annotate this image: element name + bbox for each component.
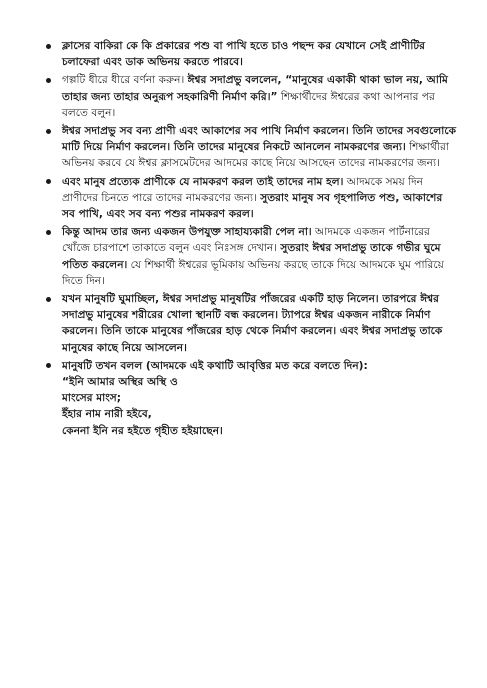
bullet-icon <box>46 78 51 83</box>
item-text: আদমকে একজন পার্টনারের খোঁজে চারপাশে তাকাতে বলুন এবং নিঃসঙ্গ দেখান। <box>62 226 430 255</box>
item-text-bold: সুতরাং ঈশ্বর সদাপ্রভু তাকে গভীর ঘুমে পতিত করলেন। <box>62 242 441 271</box>
list-item <box>62 358 457 439</box>
bullet-icon <box>46 179 51 184</box>
bullet-icon <box>46 129 51 134</box>
list-item <box>62 291 457 356</box>
item-text-bold: যখন মানুষটি ঘুমাচ্ছিল, ঈশ্বর সদাপ্রভু মানুষটির পাঁজরের একটি হাড় নিলেন। তারপরে ঈশ্বর সদাপ্রভু মানুষের শরীরের খোলা স্থানটি বন্ধ করলেন। ট্যাপরে ঈশ্বর একজন নারীকে নির্মাণ করলেন। তিনি তাকে মানুষের পাঁজরের হাড় থেকে নির্মাণ করলেন। এবং ঈশ্বর সদাপ্রভু তাকে মানুষের কাছে নিয়ে আসলেন। <box>62 293 443 354</box>
item-text-bold: এবং মানুষ প্রত্যেক প্রাণীকে যে নামকরণ করল তাই তাদের নাম হল। <box>62 175 344 188</box>
verse-line: কেননা ইনি নর হইতে গৃহীত হইয়াছেন। <box>62 424 223 437</box>
item-text-bold: ঈশ্বর সদাপ্রভু সব বন্য প্রাণী এবং আকাশের সব পাখি নির্মাণ করলেন। তিনি তাদের সবগুলোকে মাটি দিয়ে নির্মাণ করলেন। তিনি তাদের মানুষের নিকটে আনলেন নামকরণের জন্য। <box>62 125 457 154</box>
bullet-icon <box>46 230 51 235</box>
list-item <box>62 72 457 121</box>
item-text-bold: মানুষটি তখন বলল (আদমকে এই কথাটি আবৃত্তির মত করে বলতে দিন): <box>62 359 368 372</box>
verse-line: ইঁহার নাম নারী হইবে, <box>62 408 152 421</box>
item-text: শিক্ষার্থীরা অভিনয় করবে যে ঈশ্বর ক্লাসমেটদের আদমের কাছে নিয়ে আসছেন তাদের নামকরণের জন্য। <box>62 141 449 170</box>
item-text: গল্পটি ধীরে ধীরে বর্ণনা করুন। <box>62 74 188 87</box>
list-item <box>62 174 457 223</box>
bullet-icon <box>46 363 51 368</box>
verse-line: মাংসের মাংস; <box>62 392 122 405</box>
list-item <box>62 224 457 289</box>
bullet-list <box>62 38 457 439</box>
item-text-bold: ঈশ্বর সদাপ্রভু বললেন, “মানুষের একাকী থাকা ভাল নয়, আমি তাহার জন্য তাহার অনুরূপ সহকারিণী নির্মাণ করি।” <box>62 74 448 103</box>
bullet-icon <box>46 297 51 302</box>
bullet-icon <box>46 44 51 49</box>
item-text: ক্লাসের বাকিরা কে কি প্রকারের পশু বা পাখি হতে চাও পছন্দ কর যেখানে সেই প্রাণীটির চলাফেরা এবং ডাক অভিনয় করতে পারবে। <box>62 40 425 69</box>
list-item <box>62 123 457 172</box>
item-text-bold: সুতরাং মানুষ সব গৃহপালিত পশু, আকাশের সব পাখি, এবং সব বন্য পশুর নামকরণ করল। <box>62 191 443 221</box>
list-item <box>62 38 457 70</box>
item-text: যে শিক্ষার্থী ঈশ্বরের ভূমিকায় অভিনয় করছে তাকে দিয়ে আদমকে ঘুম পারিয়ে দিতে দিন। <box>62 258 444 287</box>
item-text-bold: কিন্তু আদম তার জন্য একজন উপযুক্ত সাহায্যকারী পেল না। <box>62 226 312 239</box>
verse-line: “ইনি আমার অস্থির অস্থি ও <box>62 376 178 389</box>
item-text: শিক্ষার্থীদের ঈশ্বরের কথা আপনার পর বলতে বলুন। <box>62 90 435 119</box>
item-text: আদমকে সময় দিন প্রাণীদের চিনতে পারে তাদের নামকরণের জন্য। <box>62 175 424 204</box>
